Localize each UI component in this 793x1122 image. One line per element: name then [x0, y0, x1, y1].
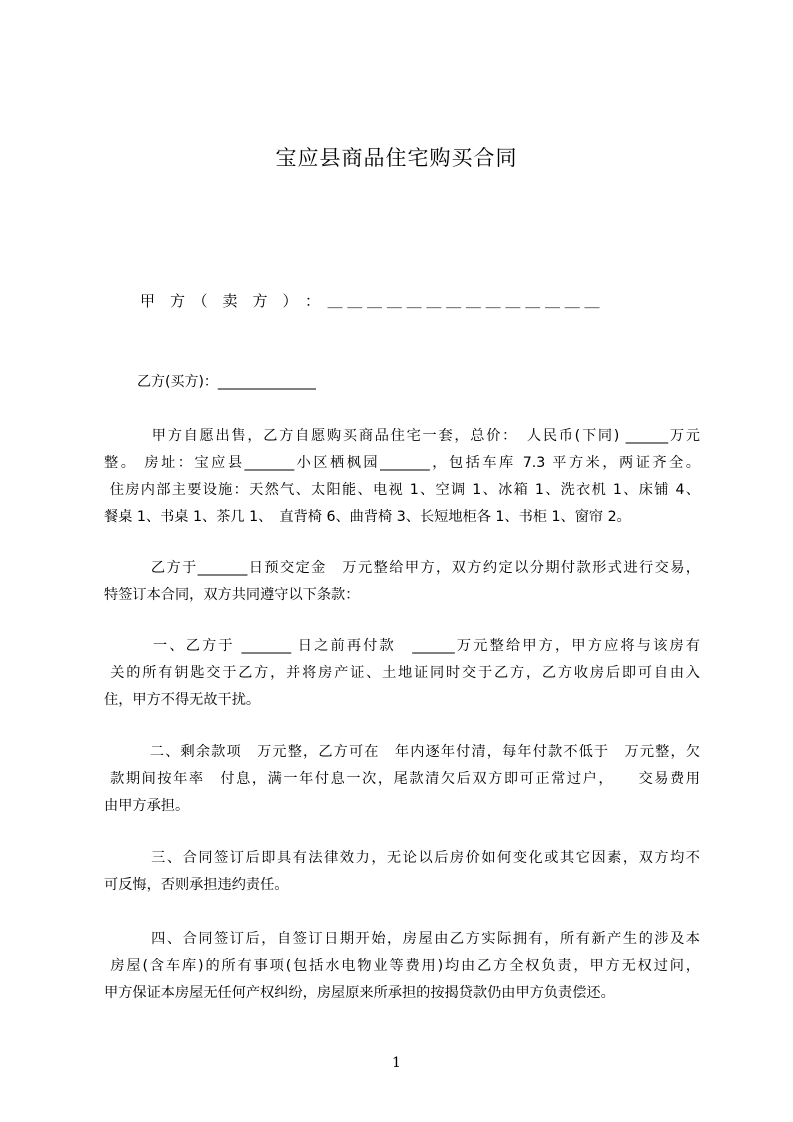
paragraph-line: 关的所有钥匙交于乙方，并将房产证、土地证同时交于乙方，乙方收房后即可自由入 [104, 665, 700, 681]
paragraph-line: 款期间按年率 付息，满一年付息一次，尾款清欠后双方即可正常过户， 交易费用 [104, 771, 700, 787]
paragraph-line: 餐桌 1、书桌 1、茶几 1、 直背椅 6、曲背椅 3、长短地柜各 1、书柜 1、窗帘 2。 [104, 509, 631, 525]
paragraph-line: 住房内部主要设施：天然气、太阳能、电视 1、空调 1、冰箱 1、洗衣机 1、床铺 4、 [104, 482, 700, 498]
clause-3 [104, 845, 700, 899]
party-a-line [140, 290, 600, 311]
paragraph-line: 甲方保证本房屋无任何产权纠纷，房屋原来所承担的按揭贷款仍由甲方负责偿还。 [104, 985, 615, 1001]
paragraph-line: 甲方自愿出售，乙方自愿购买商品住宅一套，总价： 人民币(下同) ______万元 [104, 428, 700, 444]
paragraph-line: 由甲方承担。 [104, 798, 190, 814]
paragraph-line: 住，甲方不得无故干扰。 [104, 692, 261, 708]
paragraph-line: 四、合同签订后，自签订日期开始，房屋由乙方实际拥有，所有新产生的涉及本 [104, 931, 700, 947]
page-number: 1 [392, 1055, 401, 1071]
clause-4 [104, 926, 700, 1007]
paragraph-line: 房屋(含车库)的所有事项(包括水电物业等费用)均由乙方全权负责，甲方无权过问， [104, 958, 700, 974]
party-a-blanks: ＿ ＿ ＿ ＿ ＿ ＿ ＿ ＿ ＿ ＿ ＿ ＿ ＿ ＿ [327, 292, 600, 310]
paragraph-sale-details [104, 423, 700, 531]
party-b-line: 乙方(买方)：______________ [137, 374, 316, 390]
paragraph-line: 可反悔，否则承担违约责任。 [104, 877, 289, 893]
paragraph-line: 一、乙方于 _______ 日之前再付款 ______万元整给甲方，甲方应将与该房有 [104, 638, 700, 654]
paragraph-line: 特签订本合同，双方共同遵守以下条款： [104, 587, 360, 603]
clause-2 [104, 739, 700, 820]
paragraph-line: 二、剩余款项 万元整，乙方可在 年内逐年付清，每年付款不低于 万元整，欠 [104, 744, 700, 760]
paragraph-line: 乙方于_______日预交定金 万元整给甲方，双方约定以分期付款形式进行交易， [104, 560, 700, 576]
paragraph-line: 整。 房址：宝应县_______小区栖枫园_______，包括车库 7.3 平方米，两证齐全。 [104, 455, 700, 471]
paragraph-deposit [104, 555, 700, 609]
party-a-label: 甲 方 （ 卖 方 ） ： [140, 292, 328, 310]
contract-title: 宝应县商品住宅购买合同 [275, 146, 518, 170]
paragraph-line: 三、合同签订后即具有法律效力，无论以后房价如何变化或其它因素，双方均不 [104, 850, 700, 866]
clause-1 [104, 633, 700, 714]
